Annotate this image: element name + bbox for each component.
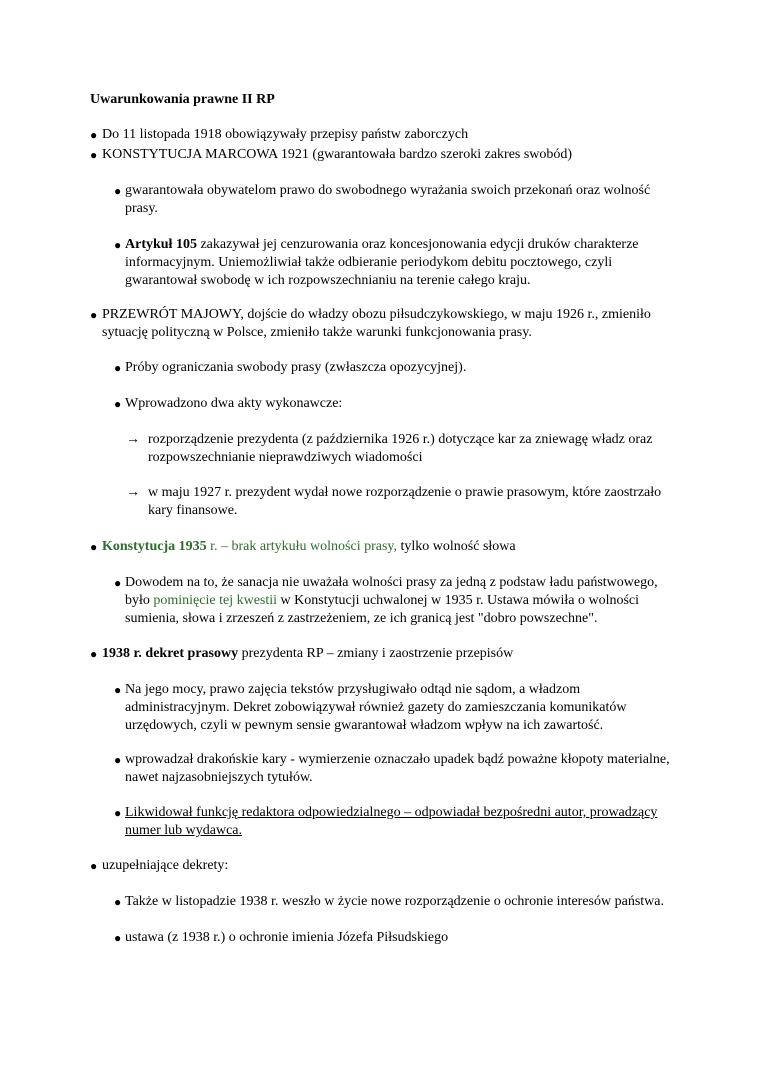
bullet-icon: ● xyxy=(90,148,98,162)
item-text: Wprowadzono dwa akty wykonawcze: xyxy=(125,396,343,411)
item-text-part: w Konstytucji uchwalonej w 1935 r. Ustawa mówiła o wolności sumienia, słowa i zrzeszeń z zastrzeżeniem, ze ich granicą jest "dobro powszechne". xyxy=(125,593,640,626)
list-item xyxy=(114,751,674,787)
bullet-icon: ● xyxy=(114,184,122,198)
item-text: Do 11 listopada 1918 obowiązywały przepisy państw zaborczych xyxy=(102,127,469,142)
item-text-part: Dowodem na to, że sanacja nie uważała wolności prasy za jedną z podstaw ładu państwowego, było xyxy=(125,575,658,608)
list-item xyxy=(90,538,670,556)
item-text: Także w listopadzie 1938 r. weszło w życie nowe rozporządzenie o ochronie interesów państwa. xyxy=(125,894,664,909)
bullet-icon: ● xyxy=(90,128,98,142)
list-item xyxy=(90,146,670,164)
konstytucja-1935-text: tylko wolność słowa xyxy=(397,539,516,554)
bullet-icon: ● xyxy=(114,397,122,411)
item-text xyxy=(125,574,674,628)
bullet-icon: ● xyxy=(114,576,122,590)
highlight-text: pominięcie tej kwestii xyxy=(153,593,278,608)
document-title: Uwarunkowania prawne II RP xyxy=(90,92,275,107)
konstytucja-1935-label: Konstytucja 1935 xyxy=(102,539,207,554)
bullet-icon: ● xyxy=(90,647,98,661)
list-item xyxy=(114,236,674,290)
item-text: PRZEWRÓT MAJOWY, dojście do władzy obozu piłsudczykowskiego, w maju 1926 r., zmieniło sytuację polityczną w Polsce, zmieniło także warunki funkcjonowania prasy. xyxy=(102,307,651,340)
bullet-icon: ● xyxy=(114,683,122,697)
list-item xyxy=(114,804,674,840)
konstytucja-1935-green-text: r. – brak artykułu wolności prasy, xyxy=(206,539,398,554)
list-item xyxy=(114,681,674,735)
list-item xyxy=(126,431,676,467)
list-item xyxy=(126,484,676,520)
list-item xyxy=(114,395,674,413)
list-item xyxy=(90,306,670,342)
bullet-icon: ● xyxy=(90,859,98,873)
item-text: Próby ograniczania swobody prasy (zwłaszcza opozycyjnej). xyxy=(125,360,467,375)
bullet-icon: ● xyxy=(90,308,98,322)
list-item xyxy=(114,929,674,947)
item-text: KONSTYTUCJA MARCOWA 1921 (gwarantowała bardzo szeroki zakres swobód) xyxy=(102,147,573,162)
article-105-text: zakazywał jej cenzurowania oraz koncesjonowania edycji druków charakterze informacyjnym. Uniemożliwiał także odbieranie periodykom debitu pocztowego, czyli gwarantował swobodę w ich rozpowszechnianiu na terenie całego kraju. xyxy=(125,237,639,288)
item-text: w maju 1927 r. prezydent wydał nowe rozporządzenie o prawie prasowym, które zaostrzało kary finansowe. xyxy=(148,485,662,518)
arrow-icon: → xyxy=(126,432,140,447)
list-item xyxy=(114,893,674,911)
item-text: gwarantowała obywatelom prawo do swobodnego wyrażania swoich przekonań oraz wolność prasy. xyxy=(125,183,651,216)
bullet-icon: ● xyxy=(90,540,98,554)
arrow-icon: → xyxy=(126,485,140,500)
list-item xyxy=(114,182,674,218)
list-item xyxy=(90,126,670,144)
item-text: uzupełniające dekrety: xyxy=(102,858,229,873)
dekret-label: 1938 r. dekret prasowy xyxy=(102,646,239,661)
bullet-icon: ● xyxy=(114,361,122,375)
item-text: Likwidował funkcję redaktora odpowiedzialnego – odpowiadał bezpośredni autor, prowadzący numer lub wydawca. xyxy=(125,805,658,838)
dekret-text: prezydenta RP – zmiany i zaostrzenie przepisów xyxy=(238,646,514,661)
item-text xyxy=(102,645,670,663)
item-text xyxy=(102,538,670,556)
list-item xyxy=(114,359,674,377)
item-text xyxy=(125,236,674,290)
list-item xyxy=(90,645,670,663)
bullet-icon: ● xyxy=(114,753,122,767)
item-text: rozporządzenie prezydenta (z października 1926 r.) dotyczące kar za zniewagę władz oraz rozpowszechnianie nieprawdziwych wiadomości xyxy=(148,432,653,465)
list-item xyxy=(114,574,674,628)
article-105-label: Artykuł 105 xyxy=(125,237,197,252)
bullet-icon: ● xyxy=(114,931,122,945)
bullet-icon: ● xyxy=(114,895,122,909)
item-text: wprowadzał drakońskie kary - wymierzenie oznaczało upadek bądź poważne kłopoty materialne, nawet najzasobniejszych tytułów. xyxy=(125,752,670,785)
item-text: ustawa (z 1938 r.) o ochronie imienia Józefa Piłsudskiego xyxy=(125,930,449,945)
bullet-icon: ● xyxy=(114,238,122,252)
item-text: Na jego mocy, prawo zajęcia tekstów przysługiwało odtąd nie sądom, a władzom administracyjnym. Dekret zobowiązywał również gazety do zamieszczania komunikatów urzędowych, czyli w pewnym sensie gwarantował władzom wpływ na ich zawartość. xyxy=(125,682,627,733)
list-item xyxy=(90,857,670,875)
bullet-icon: ● xyxy=(114,806,122,820)
